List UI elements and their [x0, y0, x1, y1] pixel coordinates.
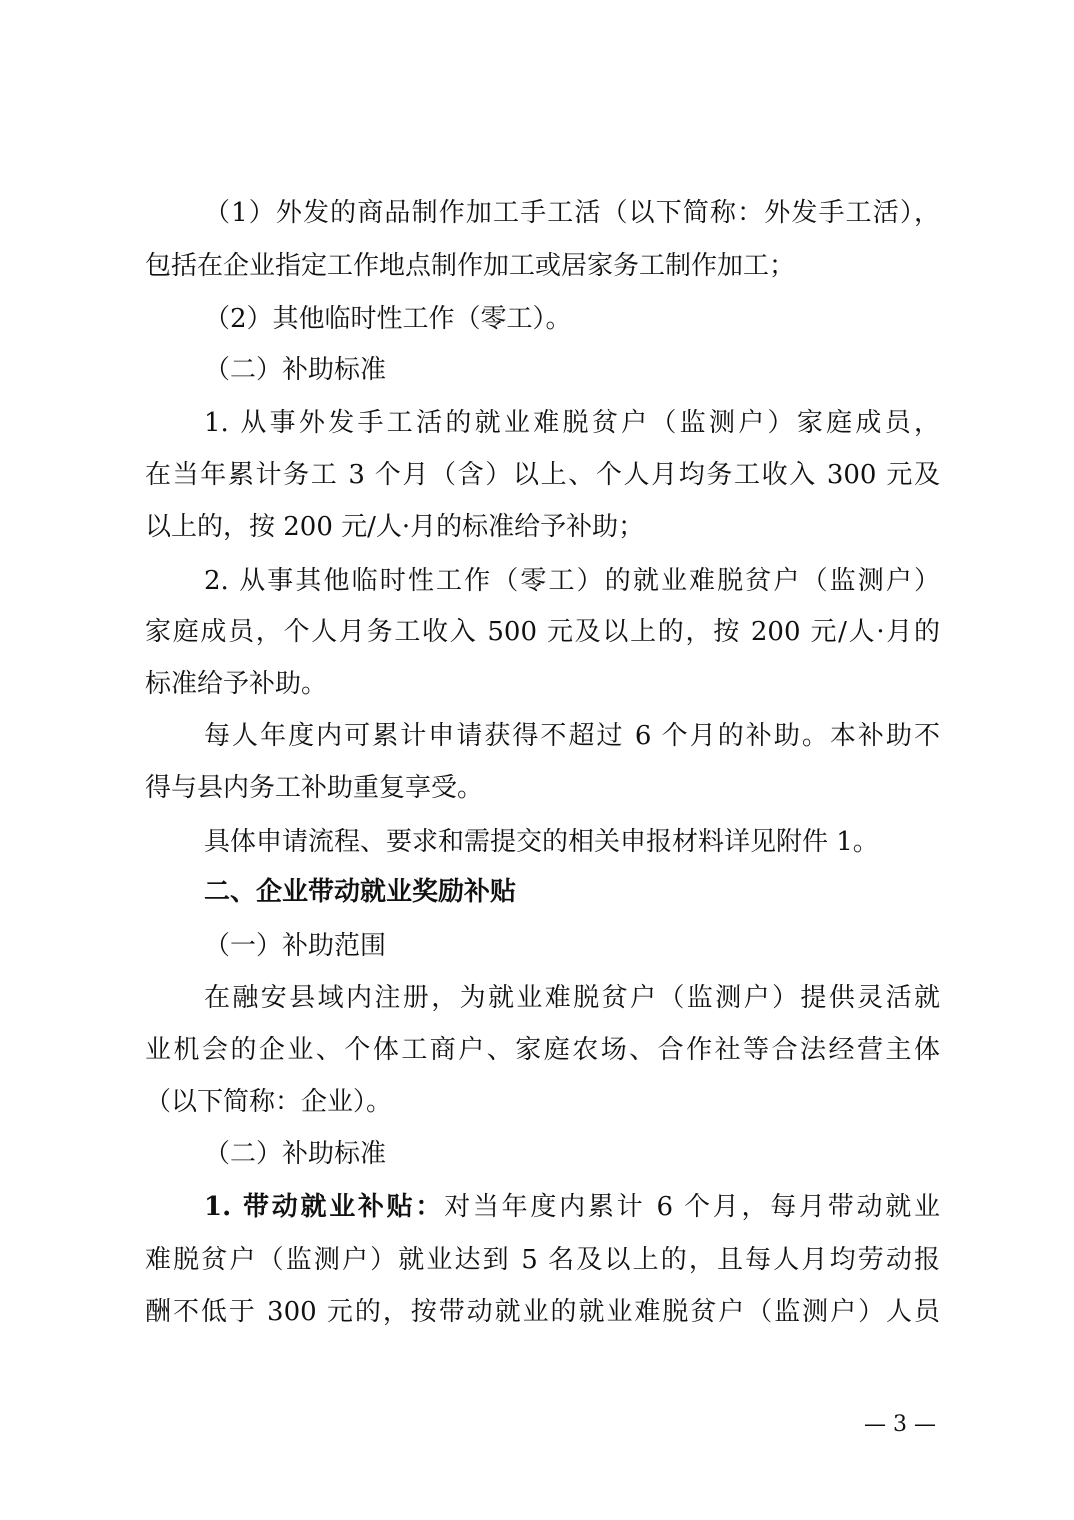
paragraph-line: 具体申请流程、要求和需提交的相关申报材料详见附件 1。 — [204, 827, 879, 857]
paragraph-line: 以上的，按 200 元/人·月的标准给予补助； — [145, 512, 645, 542]
paragraph-line: （1）外发的商品制作加工手工活（以下简称：外发手工活）， — [204, 198, 940, 228]
paragraph-line: （以下简称：企业）。 — [145, 1087, 393, 1117]
paragraph-line: 2. 从事其他临时性工作（零工）的就业难脱贫户（监测户） — [204, 566, 940, 596]
paragraph-line: 得与县内务工补助重复享受。 — [145, 773, 484, 803]
bold-lead: 1. 带动就业补贴： — [204, 1192, 445, 1222]
paragraph-line: 难脱贫户（监测户）就业达到 5 名及以上的，且每人月均劳动报 — [145, 1245, 940, 1275]
paragraph-line-text: 对当年度内累计 6 个月，每月带动就业 — [444, 1192, 940, 1222]
paragraph-line: 业机会的企业、个体工商户、家庭农场、合作社等合法经营主体 — [145, 1035, 940, 1065]
section-heading: 二、企业带动就业奖励补贴 — [204, 877, 517, 907]
paragraph-line: 在当年累计务工 3 个月（含）以上、个人月均务工收入 300 元及 — [145, 460, 940, 490]
paragraph-line-with-bold-lead — [204, 1187, 940, 1227]
paragraph-line: 标准给予补助。 — [145, 669, 328, 699]
paragraph-line: 每人年度内可累计申请获得不超过 6 个月的补助。本补助不 — [204, 721, 940, 751]
page-number: — 3 — — [864, 1412, 936, 1437]
paragraph-line: 1. 从事外发手工活的就业难脱贫户（监测户）家庭成员， — [204, 408, 940, 438]
paragraph-line: （2）其他临时性工作（零工）。 — [204, 304, 572, 334]
section-subheading: （一）补助范围 — [204, 931, 387, 961]
paragraph-line: 在融安县域内注册，为就业难脱贫户（监测户）提供灵活就 — [204, 983, 940, 1013]
section-subheading: （二）补助标准 — [204, 355, 387, 385]
paragraph-line: 家庭成员，个人月务工收入 500 元及以上的，按 200 元/人·月的 — [145, 617, 940, 647]
section-subheading: （二）补助标准 — [204, 1139, 387, 1169]
paragraph-line: 酬不低于 300 元的，按带动就业的就业难脱贫户（监测户）人员 — [145, 1297, 940, 1327]
paragraph-line: 包括在企业指定工作地点制作加工或居家务工制作加工； — [145, 251, 796, 281]
